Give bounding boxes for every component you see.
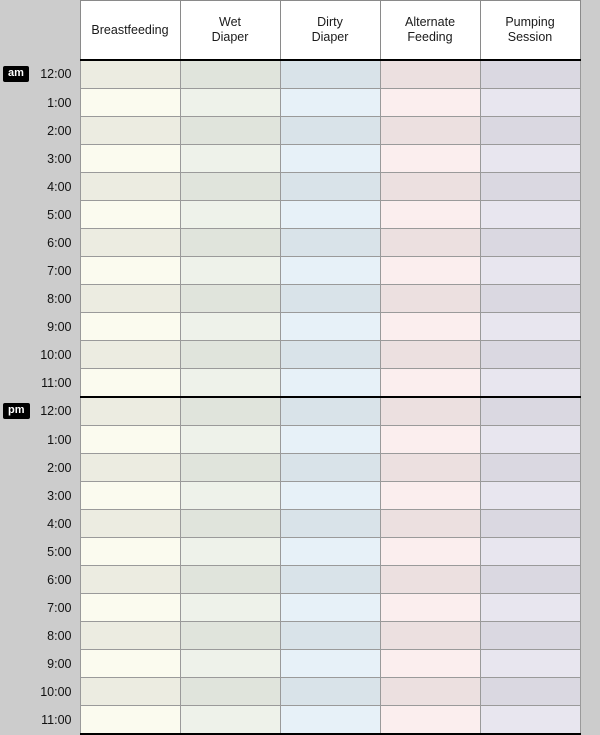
entry-cell-wet_diaper[interactable] — [180, 60, 280, 89]
table-row — [0, 229, 580, 257]
row-time-label — [0, 369, 80, 398]
entry-cell-pumping_session[interactable] — [480, 454, 580, 482]
entry-cell-pumping_session[interactable] — [480, 229, 580, 257]
entry-cell-dirty_diaper[interactable] — [280, 650, 380, 678]
time-text: 2:00 — [47, 123, 72, 138]
row-time-label — [0, 60, 80, 89]
entry-cell-wet_diaper[interactable] — [180, 426, 280, 454]
time-text: 8:00 — [47, 291, 72, 306]
table-row — [0, 622, 580, 650]
entry-cell-dirty_diaper[interactable] — [280, 60, 380, 89]
time-text: 12:00 — [40, 67, 72, 82]
header-row — [0, 1, 580, 61]
entry-cell-pumping_session[interactable] — [480, 117, 580, 145]
entry-cell-dirty_diaper[interactable] — [280, 678, 380, 706]
entry-cell-dirty_diaper[interactable] — [280, 594, 380, 622]
entry-cell-alternate_feeding[interactable] — [380, 229, 480, 257]
entry-cell-pumping_session[interactable] — [480, 426, 580, 454]
table-row — [0, 566, 580, 594]
row-time-label — [0, 145, 80, 173]
entry-cell-dirty_diaper[interactable] — [280, 145, 380, 173]
entry-cell-dirty_diaper[interactable] — [280, 426, 380, 454]
entry-cell-breastfeeding[interactable] — [80, 117, 180, 145]
table-row — [0, 257, 580, 285]
row-time-label — [0, 341, 80, 369]
entry-cell-breastfeeding[interactable] — [80, 285, 180, 313]
table-row — [0, 482, 580, 510]
time-text: 3:00 — [47, 151, 72, 166]
row-time-label — [0, 622, 80, 650]
entry-cell-wet_diaper[interactable] — [180, 285, 280, 313]
time-text: 10:00 — [40, 684, 72, 699]
entry-cell-alternate_feeding[interactable] — [380, 285, 480, 313]
column-header-line2: Session — [507, 30, 553, 44]
entry-cell-breastfeeding[interactable] — [80, 566, 180, 594]
entry-cell-pumping_session[interactable] — [480, 594, 580, 622]
period-badge: am — [3, 66, 29, 82]
entry-cell-wet_diaper[interactable] — [180, 594, 280, 622]
column-header-alternate-feeding — [380, 1, 480, 61]
entry-cell-wet_diaper[interactable] — [180, 622, 280, 650]
entry-cell-breastfeeding[interactable] — [80, 60, 180, 89]
row-time-label — [0, 229, 80, 257]
entry-cell-wet_diaper[interactable] — [180, 229, 280, 257]
row-time-label — [0, 482, 80, 510]
entry-cell-alternate_feeding[interactable] — [380, 313, 480, 341]
entry-cell-alternate_feeding[interactable] — [380, 622, 480, 650]
time-text: 5:00 — [47, 207, 72, 222]
entry-cell-pumping_session[interactable] — [480, 678, 580, 706]
row-time-label — [0, 678, 80, 706]
entry-cell-alternate_feeding[interactable] — [380, 397, 480, 426]
entry-cell-wet_diaper[interactable] — [180, 678, 280, 706]
entry-cell-alternate_feeding[interactable] — [380, 173, 480, 201]
row-time-label — [0, 510, 80, 538]
entry-cell-pumping_session[interactable] — [480, 566, 580, 594]
entry-cell-dirty_diaper[interactable] — [280, 173, 380, 201]
table-row — [0, 89, 580, 117]
entry-cell-dirty_diaper[interactable] — [280, 397, 380, 426]
entry-cell-wet_diaper[interactable] — [180, 117, 280, 145]
entry-cell-pumping_session[interactable] — [480, 89, 580, 117]
time-text: 3:00 — [47, 488, 72, 503]
entry-cell-alternate_feeding[interactable] — [380, 678, 480, 706]
entry-cell-dirty_diaper[interactable] — [280, 117, 380, 145]
table-row — [0, 650, 580, 678]
table-row — [0, 201, 580, 229]
entry-cell-wet_diaper[interactable] — [180, 313, 280, 341]
row-time-label — [0, 650, 80, 678]
entry-cell-breastfeeding[interactable] — [80, 173, 180, 201]
table-row — [0, 397, 580, 426]
entry-cell-breastfeeding[interactable] — [80, 89, 180, 117]
table-row — [0, 341, 580, 369]
time-text: 11:00 — [41, 712, 72, 727]
entry-cell-dirty_diaper[interactable] — [280, 313, 380, 341]
entry-cell-wet_diaper[interactable] — [180, 257, 280, 285]
table-row — [0, 117, 580, 145]
entry-cell-alternate_feeding[interactable] — [380, 201, 480, 229]
entry-cell-wet_diaper[interactable] — [180, 566, 280, 594]
entry-cell-alternate_feeding[interactable] — [380, 257, 480, 285]
row-time-label — [0, 257, 80, 285]
row-time-label — [0, 566, 80, 594]
time-text: 9:00 — [47, 656, 72, 671]
period-badge: pm — [3, 403, 30, 419]
row-time-label — [0, 117, 80, 145]
entry-cell-breastfeeding[interactable] — [80, 369, 180, 398]
table-body — [0, 60, 580, 734]
entry-cell-wet_diaper[interactable] — [180, 369, 280, 398]
row-time-label — [0, 397, 80, 426]
entry-cell-pumping_session[interactable] — [480, 145, 580, 173]
column-header-line1: Wet — [219, 15, 241, 29]
row-time-label — [0, 594, 80, 622]
entry-cell-dirty_diaper[interactable] — [280, 257, 380, 285]
entry-cell-dirty_diaper[interactable] — [280, 538, 380, 566]
entry-cell-alternate_feeding[interactable] — [380, 594, 480, 622]
entry-cell-alternate_feeding[interactable] — [380, 145, 480, 173]
entry-cell-wet_diaper[interactable] — [180, 201, 280, 229]
column-header-line1: Dirty — [317, 15, 343, 29]
entry-cell-pumping_session[interactable] — [480, 482, 580, 510]
column-header-line1: Breastfeeding — [91, 22, 169, 37]
entry-cell-wet_diaper[interactable] — [180, 89, 280, 117]
entry-cell-pumping_session[interactable] — [480, 622, 580, 650]
table-row — [0, 538, 580, 566]
entry-cell-alternate_feeding[interactable] — [380, 89, 480, 117]
row-time-label — [0, 89, 80, 117]
entry-cell-breastfeeding[interactable] — [80, 678, 180, 706]
entry-cell-breastfeeding[interactable] — [80, 622, 180, 650]
column-header-wet-diaper — [180, 1, 280, 61]
entry-cell-pumping_session[interactable] — [480, 650, 580, 678]
row-time-label — [0, 313, 80, 341]
entry-cell-dirty_diaper[interactable] — [280, 89, 380, 117]
entry-cell-breastfeeding[interactable] — [80, 454, 180, 482]
entry-cell-dirty_diaper[interactable] — [280, 229, 380, 257]
time-text: 10:00 — [40, 347, 72, 362]
entry-cell-pumping_session[interactable] — [480, 257, 580, 285]
entry-cell-breastfeeding[interactable] — [80, 594, 180, 622]
entry-cell-wet_diaper[interactable] — [180, 173, 280, 201]
entry-cell-wet_diaper[interactable] — [180, 650, 280, 678]
entry-cell-wet_diaper[interactable] — [180, 482, 280, 510]
table-row — [0, 454, 580, 482]
entry-cell-pumping_session[interactable] — [480, 201, 580, 229]
entry-cell-alternate_feeding[interactable] — [380, 117, 480, 145]
entry-cell-pumping_session[interactable] — [480, 369, 580, 398]
entry-cell-alternate_feeding[interactable] — [380, 566, 480, 594]
row-time-label — [0, 454, 80, 482]
entry-cell-pumping_session[interactable] — [480, 313, 580, 341]
entry-cell-breastfeeding[interactable] — [80, 650, 180, 678]
entry-cell-pumping_session[interactable] — [480, 538, 580, 566]
time-text: 6:00 — [47, 235, 72, 250]
entry-cell-alternate_feeding[interactable] — [380, 538, 480, 566]
column-header-dirty-diaper — [280, 1, 380, 61]
corner-cell — [0, 1, 80, 61]
entry-cell-alternate_feeding[interactable] — [380, 341, 480, 369]
row-time-label — [0, 538, 80, 566]
time-text: 4:00 — [47, 179, 72, 194]
column-header-breastfeeding — [80, 1, 180, 61]
entry-cell-pumping_session[interactable] — [480, 285, 580, 313]
row-time-label — [0, 173, 80, 201]
entry-cell-pumping_session[interactable] — [480, 60, 580, 89]
entry-cell-wet_diaper[interactable] — [180, 397, 280, 426]
table-row — [0, 313, 580, 341]
table-row — [0, 60, 580, 89]
entry-cell-dirty_diaper[interactable] — [280, 566, 380, 594]
table-row — [0, 678, 580, 706]
entry-cell-alternate_feeding[interactable] — [380, 426, 480, 454]
time-text: 12:00 — [40, 404, 72, 419]
column-header-line1: Alternate — [404, 15, 456, 29]
row-time-label — [0, 285, 80, 313]
entry-cell-breastfeeding[interactable] — [80, 538, 180, 566]
time-text: 8:00 — [47, 628, 72, 643]
entry-cell-dirty_diaper[interactable] — [280, 454, 380, 482]
column-header-line2: Diaper — [311, 30, 349, 44]
column-header-pumping-session — [480, 1, 580, 61]
column-header-line1: Pumping — [505, 15, 555, 29]
entry-cell-pumping_session[interactable] — [480, 397, 580, 426]
column-header-line2: Feeding — [407, 30, 453, 44]
row-time-label — [0, 201, 80, 229]
entry-cell-breastfeeding[interactable] — [80, 257, 180, 285]
entry-cell-wet_diaper[interactable] — [180, 538, 280, 566]
entry-cell-breastfeeding[interactable] — [80, 145, 180, 173]
time-text: 2:00 — [47, 460, 72, 475]
entry-cell-wet_diaper[interactable] — [180, 145, 280, 173]
table-row — [0, 145, 580, 173]
entry-cell-pumping_session[interactable] — [480, 510, 580, 538]
entry-cell-alternate_feeding[interactable] — [380, 510, 480, 538]
entry-cell-breastfeeding[interactable] — [80, 510, 180, 538]
entry-cell-alternate_feeding[interactable] — [380, 454, 480, 482]
table-row — [0, 426, 580, 454]
entry-cell-dirty_diaper[interactable] — [280, 510, 380, 538]
time-text: 1:00 — [47, 95, 72, 110]
time-text: 6:00 — [47, 572, 72, 587]
time-text: 11:00 — [41, 375, 72, 390]
column-header-line2: Diaper — [211, 30, 249, 44]
entry-cell-dirty_diaper[interactable] — [280, 285, 380, 313]
entry-cell-breastfeeding[interactable] — [80, 482, 180, 510]
entry-cell-dirty_diaper[interactable] — [280, 201, 380, 229]
entry-cell-alternate_feeding[interactable] — [380, 482, 480, 510]
entry-cell-breastfeeding[interactable] — [80, 229, 180, 257]
entry-cell-breastfeeding[interactable] — [80, 426, 180, 454]
time-text: 7:00 — [47, 263, 72, 278]
table-row — [0, 285, 580, 313]
table-row — [0, 510, 580, 538]
time-text: 7:00 — [47, 600, 72, 615]
time-text: 5:00 — [47, 544, 72, 559]
table-header — [0, 1, 580, 61]
entry-cell-dirty_diaper[interactable] — [280, 341, 380, 369]
entry-cell-breastfeeding[interactable] — [80, 313, 180, 341]
entry-cell-breastfeeding[interactable] — [80, 341, 180, 369]
time-text: 9:00 — [47, 319, 72, 334]
entry-cell-breastfeeding[interactable] — [80, 201, 180, 229]
table-row — [0, 173, 580, 201]
row-time-label — [0, 426, 80, 454]
entry-cell-breastfeeding[interactable] — [80, 397, 180, 426]
table-row — [0, 369, 580, 398]
entry-cell-wet_diaper[interactable] — [180, 510, 280, 538]
entry-cell-alternate_feeding[interactable] — [380, 650, 480, 678]
time-text: 1:00 — [47, 432, 72, 447]
entry-cell-pumping_session[interactable] — [480, 341, 580, 369]
entry-cell-dirty_diaper[interactable] — [280, 369, 380, 398]
entry-cell-pumping_session[interactable] — [480, 173, 580, 201]
entry-cell-alternate_feeding[interactable] — [380, 60, 480, 89]
entry-cell-wet_diaper[interactable] — [180, 454, 280, 482]
entry-cell-wet_diaper[interactable] — [180, 341, 280, 369]
table-row — [0, 594, 580, 622]
entry-cell-dirty_diaper[interactable] — [280, 482, 380, 510]
entry-cell-alternate_feeding[interactable] — [380, 369, 480, 398]
time-text: 4:00 — [47, 516, 72, 531]
entry-cell-dirty_diaper[interactable] — [280, 622, 380, 650]
